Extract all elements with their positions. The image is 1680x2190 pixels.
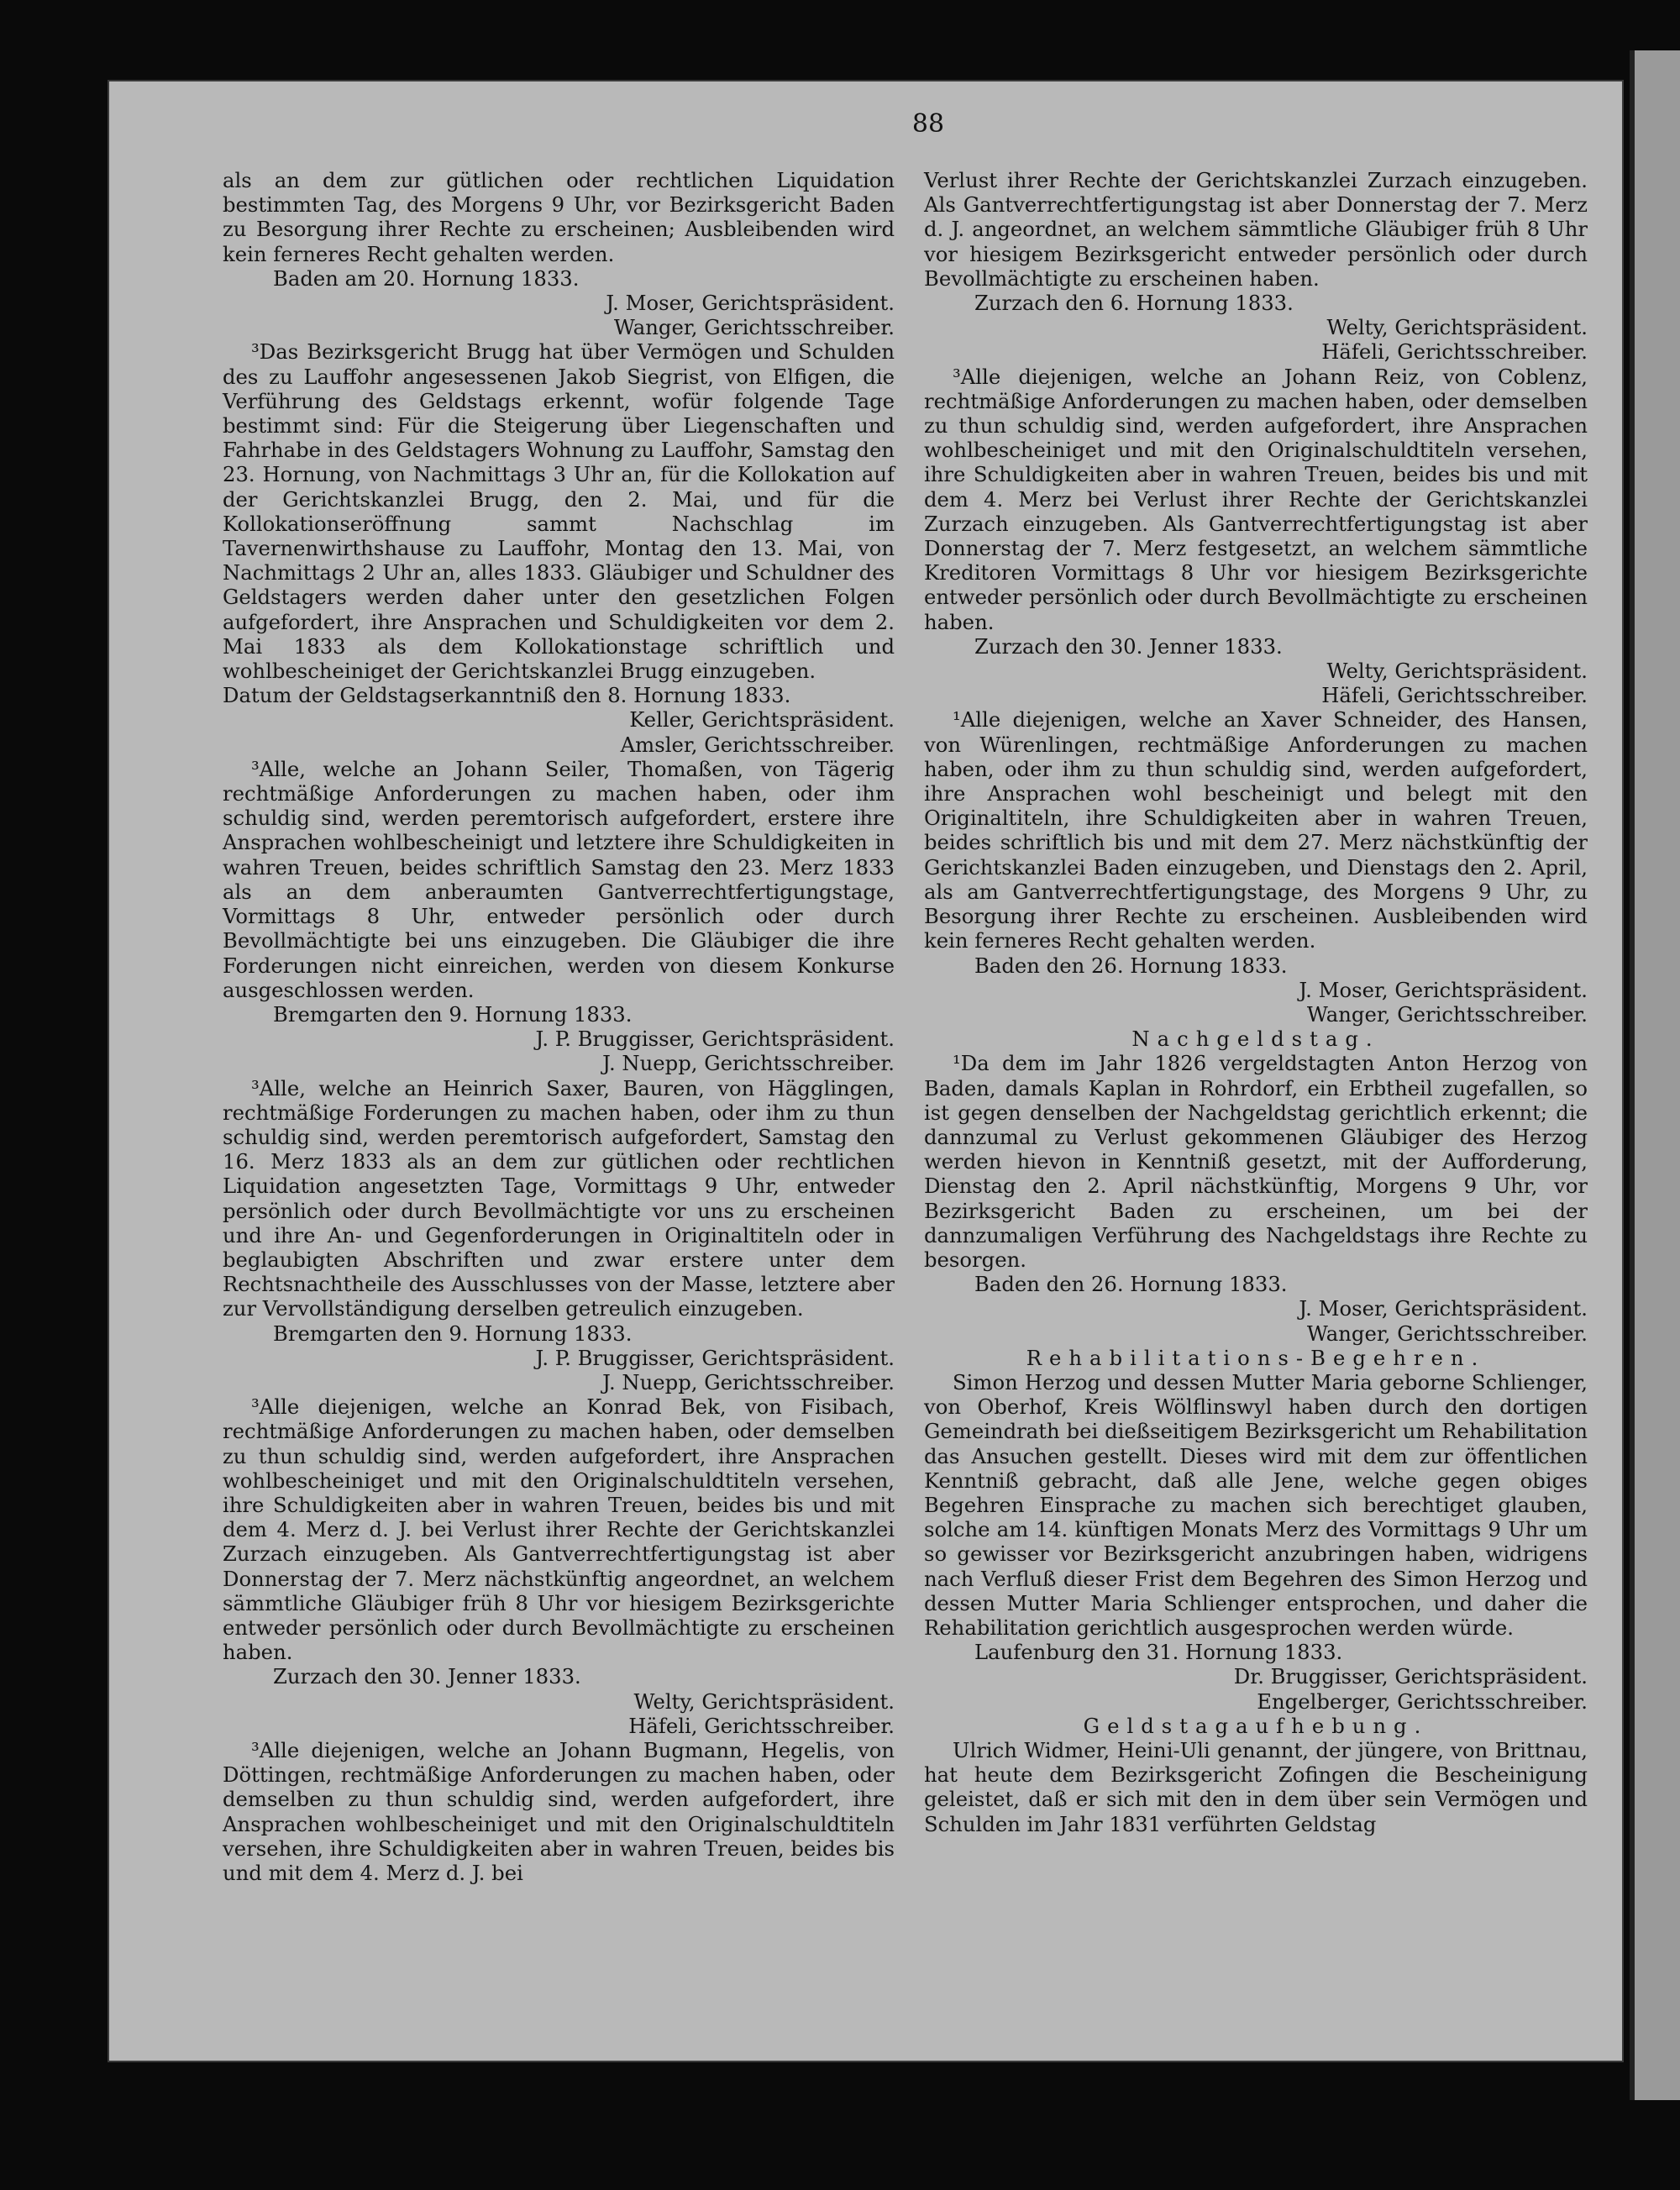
place-date-line: Baden den 26. Hornung 1833. <box>974 953 1288 978</box>
signature-line: Wanger, Gerichtsschreiber. <box>1306 1321 1588 1346</box>
signature-line: Wanger, Gerichtsschreiber. <box>1306 1001 1588 1027</box>
signature-line: Häfeli, Gerichtsschreiber. <box>1321 339 1588 365</box>
place-date-line: Bremgarten den 9. Hornung 1833. <box>273 1001 633 1027</box>
adjacent-page-edge <box>1630 50 1680 2100</box>
signature-line: J. Moser, Gerichtspräsident. <box>1299 1296 1588 1321</box>
page-number: 88 <box>911 109 945 139</box>
signature-line: Engelberger, Gerichtsschreiber. <box>1257 1688 1588 1714</box>
place-date-line: Laufenburg den 31. Hornung 1833. <box>974 1640 1343 1665</box>
notice-paragraph: ³Alle, welche an Johann Seiler, Thomaßen, von Tägerig rechtmäßige Anforderungen zu machen haben, oder ihm schuldig sind, werden peremtorisch aufgefordert, erstere ihre Ansprachen wohlbescheinigt und letztere ihre Schuldigkeiten in wahren Treuen, beides schriftlich Samstag den 23. Merz 1833 als an dem anberaumten Gantverrechtfertigungstage, Vormittags 8 Uhr, entweder persönlich oder durch Bevollmächtigte bei uns einzugeben. Die Gläubiger die ihre Forderungen nicht einreichen, werden von diesem Konkurse ausgeschlossen werden. <box>223 756 895 1002</box>
signature-line: Welty, Gerichtspräsident. <box>1326 315 1588 340</box>
place-date-line: Zurzach den 30. Jenner 1833. <box>974 633 1283 659</box>
place-date-line: Zurzach den 6. Hornung 1833. <box>974 291 1294 316</box>
notice-paragraph: ³Alle, welche an Heinrich Saxer, Bauren, von Hägglingen, rechtmäßige Forderungen zu machen haben, oder ihm zu thun schuldig sind, werden peremtorisch aufgefordert, Samstag den 16. Merz 1833 als an dem zur gütlichen oder rechtlichen Liquidation angesetzten Tage, Vormittags 9 Uhr, entweder persönlich oder durch Bevollmächtigte vor uns zu erscheinen und ihre An- und Gegenforderungen in Originaltiteln oder in beglaubigten Abschriften und zwar erstere unter dem Rechtsnachtheile des Ausschlusses von der Masse, letztere aber zur Vervollständigung derselben getreulich einzugeben. <box>223 1075 895 1321</box>
signature-line: J. Nuepp, Gerichtsschreiber. <box>602 1369 895 1394</box>
notice-paragraph: ¹Da dem im Jahr 1826 vergeldstagten Anton Herzog von Baden, damals Kaplan in Rohrdorf, ein Erbtheil zugefallen, so ist gegen denselben der Nachgeldstag gerichtlich erkennt; die dannzumal zu Verlust gekommenen Gläubiger des Herzog werden hievon in Kenntniß gesetzt, mit der Aufforderung, Dienstag den 2. April nächstkünftig, Morgens 9 Uhr, vor Bezirksgericht Baden zu erscheinen, um bei der dannzumaligen Verführung des Nachgeldstags ihre Rechte zu besorgen. <box>924 1051 1588 1272</box>
place-date-line: Bremgarten den 9. Hornung 1833. <box>273 1321 633 1346</box>
signature-line: Häfeli, Gerichtsschreiber. <box>628 1713 895 1738</box>
notice-paragraph: ³Alle diejenigen, welche an Konrad Bek, von Fisibach, rechtmäßige Anforderungen zu machen haben, oder demselben zu thun schuldig sind, werden aufgefordert, ihre Ansprachen wohlbescheiniget und mit den Originalschuldtiteln versehen, ihre Schuldigkeiten aber in wahren Treuen, beides bis und mit dem 4. Merz d. J. bei Verlust ihrer Rechte der Gerichtskanzlei Zurzach einzugeben. Als Gantverrechtfertigungstag ist aber Donnerstag der 7. Merz nächstkünftig angeordnet, an welchem sämmtliche Gläubiger früh 8 Uhr vor hiesigem Bezirksgerichte entweder persönlich oder durch Bevollmächtigte zu erscheinen haben. <box>223 1394 895 1665</box>
notice-paragraph: Simon Herzog und dessen Mutter Maria geborne Schlienger, von Oberhof, Kreis Wölflinswyl haben durch den dortigen Gemeindrath bei dießseitigem Bezirksgericht um Rehabilitation das Ansuchen gestellt. Dieses wird mit dem zur öffentlichen Kenntniß gebracht, daß alle Jene, welche gegen obiges Begehren Einsprache zu machen sich berechtiget glauben, solche am 14. künftigen Monats Merz des Vormittags 9 Uhr um so gewisser vor Bezirksgericht anzubringen haben, widrigens nach Verfluß dieser Frist dem Begehren des Simon Herzog und dessen Mutter Maria Schlienger entsprochen, und daher die Rehabilitation gerichtlich ausgesprochen werden würde. <box>924 1369 1588 1640</box>
signature-line: Häfeli, Gerichtsschreiber. <box>1321 683 1588 708</box>
signature-line: J. Moser, Gerichtspräsident. <box>606 291 895 316</box>
signature-line: Wanger, Gerichtsschreiber. <box>613 315 895 340</box>
signature-line: Welty, Gerichtspräsident. <box>1326 659 1588 684</box>
signature-line: Dr. Bruggisser, Gerichtspräsident. <box>1233 1664 1588 1689</box>
signature-line: Welty, Gerichtspräsident. <box>633 1688 895 1714</box>
notice-paragraph: ³Das Bezirksgericht Brugg hat über Vermögen und Schulden des zu Lauffohr angesessenen Jakob Siegrist, von Elfigen, die Verführung des Geldstags erkennt, wofür folgende Tage bestimmt sind: Für die Steigerung über Liegenschaften und Fahrhabe in des Geldstagers Wohnung zu Lauffohr, Samstag den 23. Hornung, von Nachmittags 3 Uhr an, für die Kollokation auf der Gerichtskanzlei Brugg, den 2. Mai, und für die Kollokationseröffnung sammt Nachschlag im Tavernenwirthshause zu Lauffohr, Montag den 13. Mai, von Nachmittags 2 Uhr an, alles 1833. Gläubiger und Schuldner des Geldstagers werden daher unter den gesetzlichen Folgen aufgefordert, ihre Ansprachen und Schuldigkeiten vor dem 2. Mai 1833 als dem Kollokationstage schriftlich und wohlbescheiniget der Gerichtskanzlei Brugg einzugeben. <box>223 339 895 684</box>
signature-line: J. Moser, Gerichtspräsident. <box>1299 977 1588 1002</box>
signature-line: J. P. Bruggisser, Gerichtspräsident. <box>535 1345 895 1370</box>
left-column <box>223 168 895 1885</box>
section-heading: Rehabilitations-Begehren. <box>1026 1345 1486 1370</box>
place-date-line: Baden am 20. Hornung 1833. <box>273 265 580 291</box>
signature-line: J. P. Bruggisser, Gerichtspräsident. <box>535 1027 895 1052</box>
place-date-line: Baden den 26. Hornung 1833. <box>974 1272 1288 1297</box>
section-heading: Nachgeldstag. <box>1131 1027 1380 1052</box>
paragraph: Verlust ihrer Rechte der Gerichtskanzlei Zurzach einzugeben. Als Gantverrechtfertigungstag ist aber Donnerstag der 7. Merz d. J. angeordnet, an welchem sämmtliche Gläubiger früh 8 Uhr vor hiesigem Bezirksgericht entweder persönlich oder durch Bevollmächtigte zu erscheinen haben. <box>924 168 1588 291</box>
paragraph: als an dem zur gütlichen oder rechtlichen Liquidation bestimmten Tag, des Morgens 9 Uhr, vor Bezirksgericht Baden zu Besorgung ihrer Rechte zu erscheinen; Ausbleibenden wird kein ferneres Recht gehalten werden. <box>223 168 895 266</box>
right-column <box>924 168 1588 1836</box>
notice-paragraph: ¹Alle diejenigen, welche an Xaver Schneider, des Hansen, von Würenlingen, rechtmäßige Anforderungen zu machen haben, oder ihm zu thun schuldig sind, werden aufgefordert, ihre Ansprachen wohl bescheinigt und belegt mit den Originaltiteln, ihre Schuldigkeiten aber in wahren Treuen, beides schriftlich bis und mit dem 27. Merz nächstkünftig der Gerichtskanzlei Baden einzugeben, und Dienstags den 2. April, als am Gantverrechtfertigungstage, des Morgens 9 Uhr, zu Besorgung ihrer Rechte zu erscheinen. Ausbleibenden wird kein ferneres Recht gehalten werden. <box>924 707 1588 953</box>
place-date-line: Zurzach den 30. Jenner 1833. <box>273 1664 581 1689</box>
signature-line: Keller, Gerichtspräsident. <box>629 707 895 733</box>
paragraph: Datum der Geldstagserkanntniß den 8. Hornung 1833. <box>223 683 791 708</box>
notice-paragraph: ³Alle diejenigen, welche an Johann Bugmann, Hegelis, von Döttingen, rechtmäßige Anforderungen zu machen haben, oder demselben zu thun schuldig sind, werden aufgefordert, ihre Ansprachen wohlbescheiniget und mit den Originalschuldtiteln versehen, ihre Schuldigkeiten aber in wahren Treuen, beides bis und mit dem 4. Merz d. J. bei <box>223 1738 895 1886</box>
notice-paragraph: ³Alle diejenigen, welche an Johann Reiz, von Coblenz, rechtmäßige Anforderungen zu machen haben, oder demselben zu thun schuldig sind, werden aufgefordert, ihre Ansprachen wohlbescheiniget und mit den Originalschuldtiteln versehen, ihre Schuldigkeiten aber in wahren Treuen, beides bis und mit dem 4. Merz bei Verlust ihrer Rechte der Gerichtskanzlei Zurzach einzugeben. Als Gantverrechtfertigungstag ist aber Donnerstag der 7. Merz festgesetzt, an welchem sämmtliche Kreditoren Vormittags 8 Uhr vor hiesigem Bezirksgerichte entweder persönlich oder durch Bevollmächtigte zu erscheinen haben. <box>924 364 1588 634</box>
section-heading: Geldstagaufhebung. <box>1083 1713 1429 1738</box>
signature-line: J. Nuepp, Gerichtsschreiber. <box>602 1051 895 1076</box>
signature-line: Amsler, Gerichtsschreiber. <box>620 732 895 757</box>
notice-paragraph: Ulrich Widmer, Heini-Uli genannt, der jüngere, von Brittnau, hat heute dem Bezirksgericht Zofingen die Bescheinigung geleistet, daß er sich mit den in dem über sein Vermögen und Schulden im Jahr 1831 verführten Geldstag <box>924 1738 1588 1836</box>
